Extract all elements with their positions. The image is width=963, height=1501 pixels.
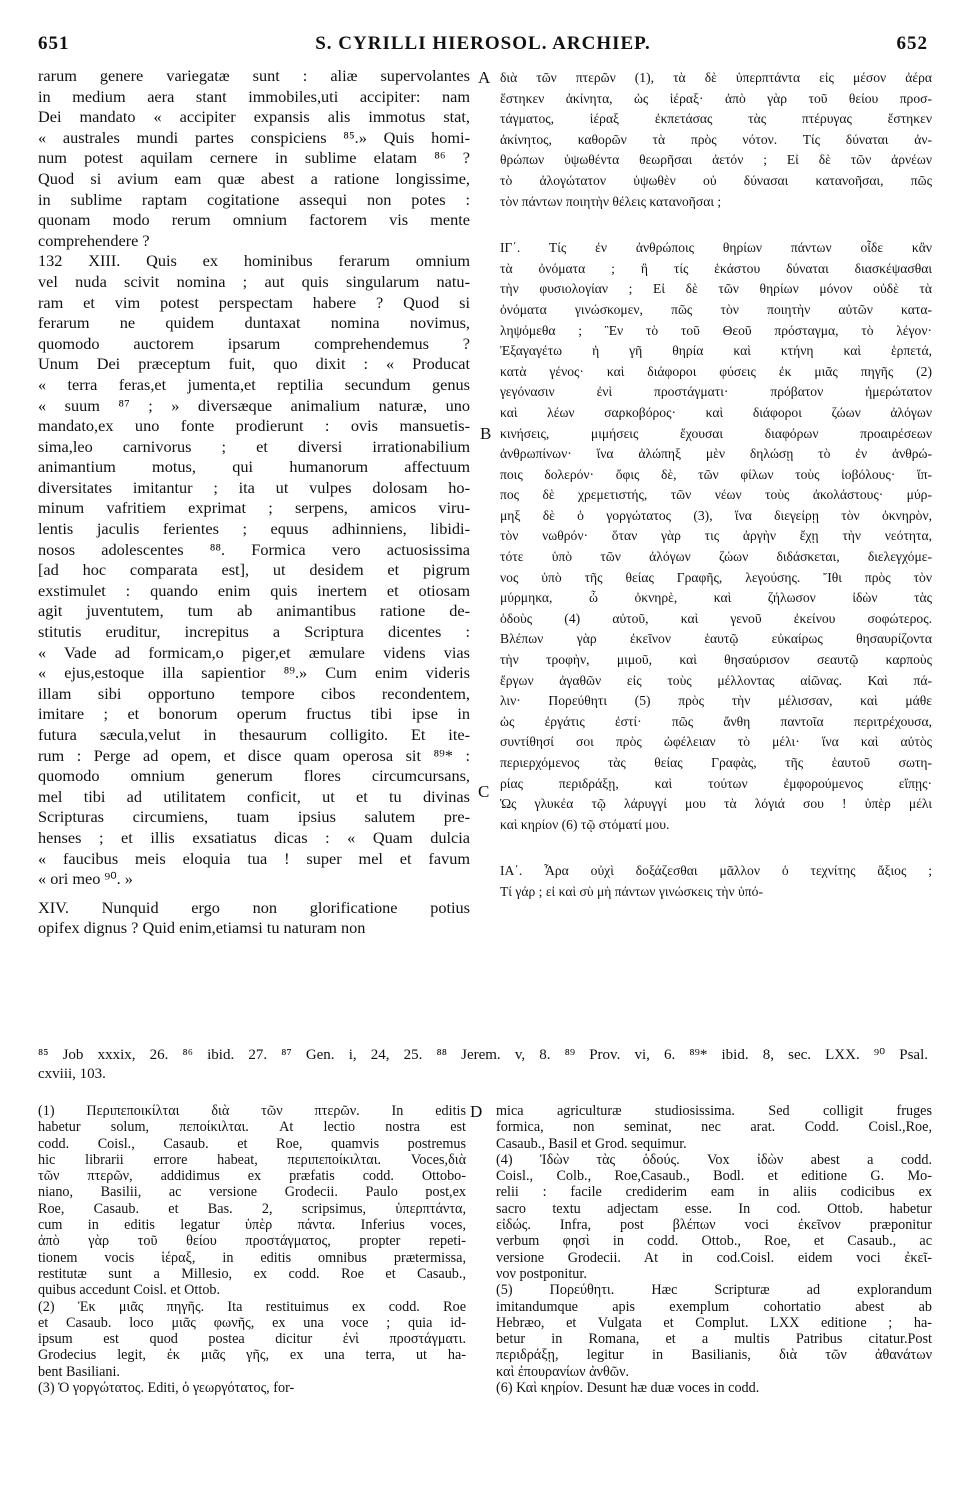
latin-text-line: exstimulet : quando enim quis inertem et otiosam xyxy=(38,580,470,600)
latin-text-line: « Vade ad formicam,o piger,et æmulare videns vias xyxy=(38,642,470,662)
scripture-references xyxy=(38,1046,928,1084)
greek-text-line: ὁδοὺς (4) αὐτοῦ, καὶ γενοῦ ἐκείνου σοφώτερος. xyxy=(500,610,932,626)
latin-text-line: sima,leo carnivorus ; et diversi irrationabilium xyxy=(38,436,470,456)
greek-text-line: λιν· Πορεύθητι (5) πρὸς τὴν μέλισσαν, καὶ μάθε xyxy=(500,693,932,709)
footnote-line: τῶν πτερῶν, addidimus ex præfatis codd. Ottobo- xyxy=(38,1168,466,1185)
greek-text-line: τὴν τροφὴν, μιμοῦ, καὶ θησαύρισον σεαυτῷ καρποὺς xyxy=(500,652,932,668)
footnote-line: cum in editis legatur ὑπὲρ πάντα. Inferius voces, xyxy=(38,1217,466,1234)
greek-text-line: τὸ ἀλογώτατον ὑψωθὲν οὐ δύνασαι κατανοῆσαι, πῶς xyxy=(500,172,932,188)
latin-text-line: illam sibi opportuno tempore cibos recondentem, xyxy=(38,683,470,703)
footnote-line: versione Grodecii. At in cod.Coisl. eidem voci ἐκεῖ- xyxy=(496,1249,932,1266)
footnote-line: νον postponitur. xyxy=(496,1265,587,1282)
footnote-line: καὶ ἐπουρανίων ἀνθῶν. xyxy=(496,1363,630,1380)
greek-text-line: κινήσεις, μιμήσεις ἔχουσαι διαφόρων προαιρέσεων xyxy=(500,425,932,441)
latin-text-line: rarum genere variegatæ sunt : aliæ supervolantes xyxy=(38,66,470,85)
footnote-line: hic librarii errore habeat, περιπεποίκιλται. Voces,διὰ xyxy=(38,1151,466,1168)
greek-text-line: Τί γάρ ; εἰ καὶ σὺ μὴ πάντων γινώσκεις τὴν ὑπό- xyxy=(500,883,763,899)
greek-text-line: τὰ ὀνόματα ; ἢ τίς ἑκάστου δύναται διασκέψασθαι xyxy=(500,260,932,276)
latin-text-line: « terra feras,et jumenta,et reptilia secundum genus xyxy=(38,374,470,394)
latin-text-line: opifex dignus ? Quid enim,etiamsi tu naturam non xyxy=(38,918,366,938)
greek-text-line: ρίας περιδράξῃ, καὶ τούτων ἐμφορούμενος εἴπῃς· xyxy=(500,775,932,791)
paragraph-gap xyxy=(500,835,932,861)
latin-text-line: diversitates imitantur ; ita ut vulpes dolosam ho- xyxy=(38,477,470,497)
latin-text-line: Scripturas circumiens, tuam ipsius salutem pre- xyxy=(38,807,470,827)
reference-line: cxviii, 103. xyxy=(38,1066,106,1082)
footnote-line: ἀπὸ γὰρ τοῦ θείου προστάγματος, propter repeti- xyxy=(38,1233,466,1250)
latin-text-line: mandato,ex uno fonte prodierunt : ovis mansuetis- xyxy=(38,416,470,436)
latin-text-line: in sublime raptam cogitatione assequi non potes : xyxy=(38,189,470,209)
footnote-line: Roe, Casaub. et Bas. 2, scripsimus, ὑπερπτάντα, xyxy=(38,1200,466,1217)
greek-text-line: τότε ὑπὸ τῶν ἀλόγων ζώων διδάσκεται, διελεγχόμε- xyxy=(500,549,932,565)
latin-text-line: minum vafritiem exprimat ; serpens, amicos viru- xyxy=(38,498,470,518)
footnote-line: betur in Romana, et a multis Patribus citatur.Post xyxy=(496,1331,932,1348)
footnote-line: quibus accedunt Coisl. et Ottob. xyxy=(38,1282,221,1299)
footnote-line: sacro textu adjectam esse. In cod. Ottob. habetur xyxy=(496,1200,932,1217)
greek-text-line: ὡς ἐργάτις ἐστί· πῶς ἄνθη παντοῖα περιτρέχουσα, xyxy=(500,713,932,729)
footnote-line: (4) Ἰδὼν τὰς ὁδούς. Vox ἰδὼν abest a codd. xyxy=(496,1151,932,1168)
greek-text-line: τάγματος, ἱέραξ ἐκπετάσας τὰς πτέρυγας ἕστηκεν xyxy=(500,111,932,127)
latin-text-line: 132 XIII. Quis ex hominibus ferarum omnium xyxy=(38,251,470,271)
margin-marker-d: D xyxy=(470,1102,483,1121)
greek-text-line: Ἐξαγαγέτω ἡ γῆ θηρία καὶ κτήνη καὶ ἑρπετά, xyxy=(500,343,932,359)
latin-text-line: stitutis eruditur, increpitus a Scriptura dicentes : xyxy=(38,622,470,642)
latin-text-line: « australes mundi partes conspiciens ⁸⁵.» Quis homi- xyxy=(38,127,470,147)
greek-text-line: τὴν φυσιολογίαν ; Εἰ δὲ τῶν θηρίων μόνον οὐδὲ τὰ xyxy=(500,281,932,297)
page-number-right: 652 xyxy=(896,33,928,54)
footnote-line: (2) Ἐκ μιᾶς πηγῆς. Ita restituimus ex codd. Roe xyxy=(38,1298,466,1315)
footnote-line: εἰδώς. Infra, post βλέπων voci ἐκεῖνον præponitur xyxy=(496,1217,932,1234)
footnote-line: habetur solum, πεποίκιλται. At lectio nostra est xyxy=(38,1119,466,1136)
footnote-line: (6) Καὶ κηρίον. Desunt hæ duæ voces in codd. xyxy=(496,1380,760,1397)
latin-text-line: ferarum ne quidem duntaxat nomina novimus, xyxy=(38,313,470,333)
greek-text-line: κατὰ γένος· καὶ διάφοροι φύσεις ἐκ μιᾶς πηγῆς (2) xyxy=(500,363,932,379)
greek-text-line: περιερχόμενος τὰς θείας Γραφὰς, τῆς ἑαυτοῦ σωτη- xyxy=(500,755,932,770)
latin-text-line: rum : Perge ad opem, et disce quam operosa sit ⁸⁹* : xyxy=(38,745,470,765)
latin-text-line: XIV. Nunquid ergo non glorificatione potius xyxy=(38,897,470,917)
greek-text-line: ἔργων ἀγαθῶν εἰς τοὺς μέλλοντας αἰῶνας. Καὶ πά- xyxy=(500,672,932,688)
greek-column xyxy=(500,68,932,903)
footnote-line: codd. Coisl., Casaub. et Roe, quamvis postremus xyxy=(38,1135,466,1152)
footnote-line: niano, Basilii, ac versione Grodecii. Paulo post,ex xyxy=(38,1184,466,1201)
latin-text-line: comprehendere ? xyxy=(38,230,150,250)
greek-text-line: ληψόμεθα ; Ἓν τὸ τοῦ Θεοῦ πρόσταγμα, τὸ λέγον· xyxy=(500,322,932,338)
greek-text-line: θρώπων ὑψωθέντα θεωρῆσαι ἀετόν ; Εἰ δὲ τῶν ἀρνέων xyxy=(500,152,932,168)
latin-text-line: « ori meo ⁹⁰. » xyxy=(38,869,133,889)
greek-text-line: νος ὑπὸ τῆς θείας Γραφῆς, λεγούσης. Ἴθι πρὸς τὸν xyxy=(500,569,932,585)
latin-text-line: quomodo auctorem ipsarum comprehendemus ? xyxy=(38,333,470,353)
latin-text-line: Dei mandato « accipiter expansis alis immotus stat, xyxy=(38,107,470,127)
greek-text-line: καὶ κηρίον (6) τῷ στόματί μου. xyxy=(500,816,670,832)
latin-text-line: ram et vim potest perspectam habere ? Quod si xyxy=(38,292,470,312)
footnote-line: tionem vocis ἱέραξ, in editis omnibus prætermissa, xyxy=(38,1249,466,1266)
page-header xyxy=(38,33,928,57)
margin-marker-a: A xyxy=(478,68,491,87)
reference-line: ⁸⁵ Job xxxix, 26. ⁸⁶ ibid. 27. ⁸⁷ Gen. i, 24, 25. ⁸⁸ Jerem. v, 8. ⁸⁹ Prov. vi, 6. ⁸⁹* ibid. 8, sec. LXX. ⁹⁰ Psal. xyxy=(38,1047,928,1063)
footnote-line: mica agriculturæ studiosissima. Sed colligit fruges xyxy=(496,1103,932,1119)
latin-text-line: « faucibus meis eloquia tua ! super mel et favum xyxy=(38,848,470,868)
footnote-line: et Casaub. loco μιᾶς φωνῆς, ex una voce ; quia id- xyxy=(38,1314,466,1331)
footnote-line: (3) Ὁ γοργώτατος. Editi, ὁ γεωργότατος, for- xyxy=(38,1380,295,1397)
greek-text-line: πος δὲ χρεμετιστής, τῶν νέων τοὺς ἀκολάστους· μύρ- xyxy=(500,487,932,503)
footnote-line: (5) Πορεύθητι. Hæc Scripturæ ad explorandum xyxy=(496,1282,932,1299)
footnote-line: Grodecius legit, ἐκ μιᾶς γῆς, ex una terra, ut ha- xyxy=(38,1347,466,1364)
footnote-line: verbum φησὶ in codd. Ottob., Roe, et Casaub., ac xyxy=(496,1233,932,1250)
footnotes-left xyxy=(38,1103,466,1396)
greek-text-line: γεγόνασιν ἐνὶ προστάγματι· πρόβατον ἡμερώτατον xyxy=(500,384,932,400)
latin-text-line: quonam modo rerum omnium factorem vis mente xyxy=(38,210,470,230)
paragraph-gap xyxy=(38,890,470,898)
latin-text-line: « suum ⁸⁷ ; » diversæque animalium naturæ, uno xyxy=(38,395,470,415)
paragraph-gap xyxy=(500,212,932,238)
latin-text-line: imitare ; et bonorum operum fructus tibi ipse in xyxy=(38,704,470,724)
footnote-line: restitutæ sunt a Millesio, ex codd. Roe et Casaub., xyxy=(38,1265,466,1282)
latin-text-line: lentis jaculis ferientes ; equus adhinniens, libidi- xyxy=(38,519,470,539)
latin-text-line: vel nuda scivit nomina ; aut quis singularum natu- xyxy=(38,271,470,291)
latin-text-line: futura sæcula,velut in thesaurum colligito. Et ite- xyxy=(38,725,470,744)
footnote-line: relii : facile crediderim eam in aliis codicibus ex xyxy=(496,1184,932,1201)
greek-text-line: ΙΑ΄. Ἆρα οὐχὶ δοξάζεσθαι μᾶλλον ὁ τεχνίτης ἄξιος ; xyxy=(500,863,932,879)
footnote-line: bent Basiliani. xyxy=(38,1363,120,1380)
greek-text-line: ἀκίνητος, καθορῶν τὰ πρὸς νότον. Τίς δύναται ἀν- xyxy=(500,131,932,147)
greek-text-line: καὶ λέων σαρκοβόρος· καὶ διάφοροι ζώων ἀλόγων xyxy=(500,404,932,420)
running-title: S. CYRILLI HIEROSOL. ARCHIEP. xyxy=(315,33,651,54)
footnote-line: Coisl., Colb., Roe,Casaub., Bodl. et editione G. Mo- xyxy=(496,1168,932,1185)
greek-text-line: ΙΓ΄. Τίς ἐν ἀνθρώποις θηρίων πάντων οἶδε κἂν xyxy=(500,240,932,256)
page-number-left: 651 xyxy=(38,33,70,54)
latin-column xyxy=(38,66,470,939)
greek-text-line: ἀνθρωπίνων· ἵνα ἀλώπηξ μὲν δηλώσῃ τὸ ἐν ἀνθρώ- xyxy=(500,446,932,462)
footnote-line: formica, non seminat, nec arat. Codd. Coisl.,Roe, xyxy=(496,1119,932,1136)
latin-text-line: quomodo omnium generum flores circumcursans, xyxy=(38,766,470,786)
latin-text-line: num potest aquilam cernere in sublime elatam ⁸⁶ ? xyxy=(38,148,470,168)
greek-text-line: τὸν νωθρόν· ὅταν γὰρ τις ἀργὴν ἔχῃ τὴν νεότητα, xyxy=(500,528,932,544)
margin-marker-b: B xyxy=(480,424,492,443)
footnote-line: Casaub., Basil et Grod. sequimur. xyxy=(496,1135,687,1152)
latin-text-line: mel tibi ad utilitatem conficit, ut et tu divinas xyxy=(38,786,470,806)
latin-text-line: [ad hoc comparata est], ut desidem et pigrum xyxy=(38,560,470,580)
greek-text-line: ὀνόματα γινώσκομεν, πῶς τὸν ποιητὴν αὐτῶν κατα- xyxy=(500,301,932,317)
footnote-line: Hebræo, et Vulgata et Complut. LXX editione ; ha- xyxy=(496,1314,932,1331)
greek-text-line: μηξ δὲ ὁ γοργώτατος (3), ἵνα διεγείρῃ τὸν ὀκνηρὸν, xyxy=(500,507,932,523)
latin-text-line: nosos adolescentes ⁸⁸. Formica vero actuosissima xyxy=(38,539,470,559)
greek-text-line: Ὡς γλυκέα τῷ λάρυγγί μου τὰ λόγιά σου ! ὑπὲρ μέλι xyxy=(500,796,932,812)
margin-marker-c: C xyxy=(478,782,490,801)
greek-text-line: διὰ τῶν πτερῶν (1), τὰ δὲ ὑπερπτάντα εἰς μέσον ἀέρα xyxy=(500,70,932,85)
latin-text-line: « ejus,estoque illa sapientior ⁸⁹.» Cum enim videris xyxy=(38,663,470,683)
footnote-line: imitandumque apis exemplum cohortatio abest ab xyxy=(496,1298,932,1315)
greek-text-line: μύρμηκα, ὦ ὀκνηρὲ, καὶ ζήλωσον ἰδὼν τὰς xyxy=(500,590,932,606)
latin-text-line: Quod si avium eam quæ abest a ratione longissime, xyxy=(38,168,470,188)
greek-text-line: συντίθησί σοι πρὸς ὠφέλειαν τὸ μέλι· ἵνα καὶ αὐτὸς xyxy=(500,734,932,750)
latin-text-line: Unum Dei præceptum fuit, quo dixit : « Producat xyxy=(38,354,470,374)
greek-text-line: ποις δολερόν· ὄφις δὲ, τῶν φίλων τοὺς ἰοβόλους· ἵπ- xyxy=(500,466,932,482)
greek-text-line: τὸν πάντων ποιητὴν θέλεις κατανοῆσαι ; xyxy=(500,193,722,209)
footnote-line: ipsum est quod postea dicitur ἐνὶ προστάγματι. xyxy=(38,1331,466,1348)
latin-text-line: agit juventutem, tum ab animantibus ratione de- xyxy=(38,601,470,621)
greek-text-line: Βλέπων γὰρ ἐκεῖνον ἑαυτῷ εὐκαίρως θησαυρίζοντα xyxy=(500,631,932,647)
greek-text-line: ἕστηκεν ἀκίνητα, ὡς ἱέραξ· ἀπὸ γὰρ τοῦ θείου προσ- xyxy=(500,90,932,106)
footnote-line: περιδράξῃ, legitur in Basilianis, διὰ τῶν ἀθανάτων xyxy=(496,1347,932,1364)
latin-text-line: henses ; et illis exsatiatus dicas : « Quam dulcia xyxy=(38,827,470,847)
latin-text-line: animantium motus, qui humanorum affectuum xyxy=(38,457,470,477)
footnote-line: (1) Περιπεποικίλται διὰ τῶν πτερῶν. In editis xyxy=(38,1103,466,1119)
footnotes-right xyxy=(496,1103,932,1396)
latin-text-line: in medium aera stant immobiles,uti accipiter: nam xyxy=(38,86,470,106)
